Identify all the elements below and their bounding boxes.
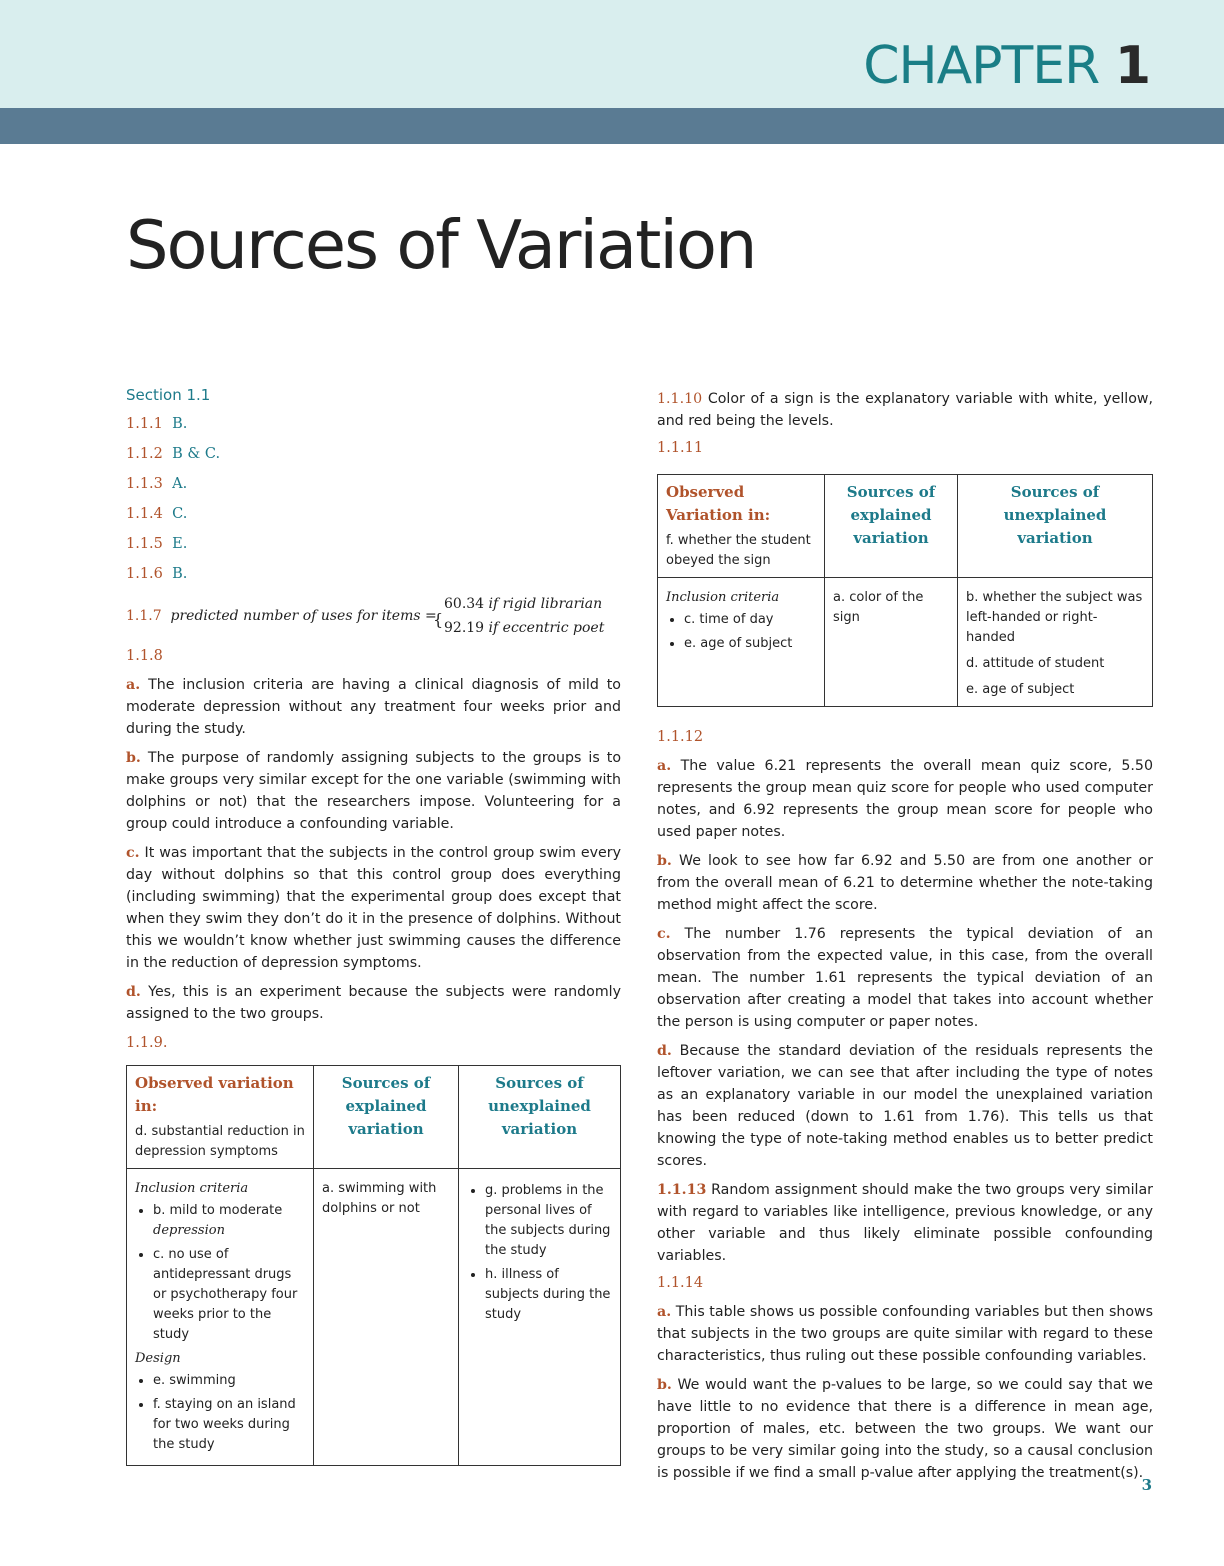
chapter-word: CHAPTER <box>863 36 1100 96</box>
part-text: The purpose of randomly assigning subjects to the groups is to make groups very similar except for the one variable (swimming with dolphins or not) that the researchers impose. Volunteering for a group could introduce a confounding variable. <box>126 750 622 832</box>
part-label: b. <box>657 853 672 869</box>
answer-1-1-8-b <box>126 747 621 835</box>
part-label: c. <box>126 845 140 861</box>
answer-text: A. <box>172 476 188 492</box>
inclusion-label: Inclusion criteria <box>135 1181 249 1196</box>
answer-1-1-8-c <box>126 842 621 974</box>
left-column <box>126 386 621 1466</box>
part-label: b. <box>126 750 141 766</box>
part-label: c. <box>657 926 671 942</box>
list-item: • e. age of subject <box>684 634 816 654</box>
page-number: 3 <box>1141 1476 1152 1494</box>
design-label: Design <box>135 1351 181 1366</box>
part-text: We would want the p-values to be large, so we could say that we have little to no evidence that there is a difference in mean age, proportion of males, etc. between the two groups. We want our groups to be very similar going into the study, so a causal conclusion is possible if we find a small p-value after applying the treatment(s). <box>657 1377 1153 1481</box>
equation-num: 1.1.7 <box>126 608 162 624</box>
table-header-unexplained <box>958 475 1153 578</box>
brace-symbol: { <box>433 610 444 629</box>
unexplained-item: d. attitude of student <box>966 656 1105 671</box>
design-list <box>135 1371 305 1455</box>
part-label: a. <box>657 758 672 774</box>
answer-1-1-4 <box>126 506 621 525</box>
observed-item: f. whether the student obeyed the sign <box>666 533 811 568</box>
table-cell-observed <box>658 578 825 707</box>
part-text: Yes, this is an experiment because the subjects were randomly assigned to the two groups. <box>126 984 621 1022</box>
answer-1-1-5 <box>126 536 621 555</box>
part-label: b. <box>657 1377 672 1393</box>
answer-1-1-8-d <box>126 981 621 1025</box>
answer-num: 1.1.4 <box>126 506 163 522</box>
equation-case-1 <box>444 596 602 612</box>
answer-1-1-3 <box>126 476 621 495</box>
section-heading: Section 1.1 <box>126 386 211 404</box>
chapter-heading <box>863 36 1150 96</box>
case-value: 60.34 <box>444 596 485 612</box>
case-value: 92.19 <box>444 620 485 636</box>
answer-num: 1.1.3 <box>126 476 163 492</box>
answer-1-1-13 <box>657 1179 1153 1267</box>
answer-text: B & C. <box>172 446 221 462</box>
header-observed-label: Observed Variation in: <box>666 483 771 524</box>
part-text: We look to see how far 6.92 and 5.50 are from one another or from the overall mean of 6.21 to determine whether the note-taking method might affect the score. <box>657 853 1154 913</box>
observed-item: d. substantial reduction in depression symptoms <box>135 1124 305 1159</box>
part-text: The value 6.21 represents the overall mean quiz score, 5.50 represents the group mean quiz score for people who used computer notes, and 6.92 represents the group mean score for people who used paper notes. <box>657 758 1153 840</box>
answer-1-1-2 <box>126 446 621 465</box>
table-body-row <box>127 1169 621 1466</box>
question-num: 1.1.10 <box>657 391 703 407</box>
list-item-text: b. mild to moderate <box>153 1203 283 1218</box>
part-label: a. <box>657 1304 672 1320</box>
answer-1-1-8-a <box>126 674 621 740</box>
answer-1-1-14-a <box>657 1301 1153 1367</box>
answer-1-1-12-c <box>657 923 1153 1033</box>
answer-text: Color of a sign is the explanatory variable with white, yellow, and red being the levels. <box>657 391 1153 429</box>
case-condition: if rigid librarian <box>488 596 603 612</box>
part-label: d. <box>126 984 141 1000</box>
answer-1-1-10 <box>657 388 1153 432</box>
part-text: It was important that the subjects in the control group swim every day without dolphins so that this control group does everything (including swimming) that the experimental group does except that when they swim they don’t do it in the presence of dolphins. Without this we wouldn’t know whether just swimming causes the difference in the reduction of depression symptoms. <box>126 845 621 971</box>
unexplained-item: e. age of subject <box>966 682 1075 697</box>
table-header-explained <box>314 1066 459 1169</box>
list-item <box>153 1201 305 1241</box>
list-item: • f. staying on an island for two weeks during the study <box>153 1395 305 1455</box>
equation-lhs: predicted number of uses for items = <box>170 608 437 624</box>
question-1-1-9: 1.1.9. <box>126 1035 168 1051</box>
variation-table-1-1-9 <box>126 1065 621 1466</box>
answer-num: 1.1.5 <box>126 536 163 552</box>
table-cell-explained <box>825 578 958 707</box>
list-item: • c. time of day <box>684 610 816 630</box>
answer-num: 1.1.6 <box>126 566 163 582</box>
header-explained-label: Sources of explained variation <box>341 1074 431 1138</box>
case-condition: if eccentric poet <box>488 620 605 636</box>
part-text: The number 1.76 represents the typical deviation of an observation from the expected value, in this case, from the overall mean. The number 1.61 represents the typical deviation of an observation after creating a model that takes into account whether the person is using computer or paper notes. <box>657 926 1153 1030</box>
answer-1-1-12-a <box>657 755 1153 843</box>
explained-item: a. color of the sign <box>833 590 924 625</box>
table-cell-explained <box>314 1169 459 1466</box>
chapter-number: 1 <box>1114 36 1150 96</box>
answer-num: 1.1.2 <box>126 446 163 462</box>
part-text: This table shows us possible confounding variables but then shows that subjects in the two groups are quite similar with regard to these characteristics, thus ruling out these possible confounding variables. <box>657 1304 1154 1364</box>
table-body-row <box>658 578 1153 707</box>
header-stripe <box>0 108 1224 144</box>
answer-1-1-14-b <box>657 1374 1153 1484</box>
answer-1-1-12-b <box>657 850 1153 916</box>
answer-num: 1.1.1 <box>126 416 163 432</box>
unexplained-item: b. whether the subject was left-handed or right-handed <box>966 590 1143 645</box>
table-cell-observed <box>127 1169 314 1466</box>
table-header-row <box>658 475 1153 578</box>
equation-label <box>126 608 437 624</box>
right-column <box>657 388 1153 1491</box>
explained-item: a. swimming with dolphins or not <box>322 1181 437 1216</box>
header-explained-label: Sources of explained variation <box>846 483 936 547</box>
answer-text: Random assignment should make the two groups very similar with regard to variables like intelligence, previous knowledge, or any other variable and thus likely eliminate possible confounding variables. <box>657 1182 1154 1264</box>
list-item: • g. problems in the personal lives of the subjects during the study <box>485 1181 612 1261</box>
list-item: • h. illness of subjects during the study <box>485 1265 612 1325</box>
table-header-observed <box>658 475 825 578</box>
answer-1-1-6 <box>126 566 621 585</box>
list-item-italic: depression <box>153 1223 225 1238</box>
table-cell-unexplained <box>459 1169 621 1466</box>
answer-text: C. <box>172 506 188 522</box>
table-header-explained <box>825 475 958 578</box>
question-1-1-14: 1.1.14 <box>657 1275 704 1291</box>
page-title: Sources of Variation <box>126 206 756 284</box>
question-1-1-12: 1.1.12 <box>657 729 704 745</box>
table-header-unexplained <box>459 1066 621 1169</box>
table-cell-unexplained <box>958 578 1153 707</box>
table-header-row <box>127 1066 621 1169</box>
inclusion-label: Inclusion criteria <box>666 590 780 605</box>
part-label: a. <box>126 677 141 693</box>
inclusion-list <box>135 1201 305 1345</box>
variation-table-1-1-11 <box>657 474 1153 707</box>
inclusion-list <box>666 610 816 654</box>
header-unexplained-label: Sources of unexplained variation <box>1003 483 1107 547</box>
unexplained-list <box>467 1181 612 1325</box>
answer-1-1-1 <box>126 416 621 435</box>
answer-text: B. <box>172 566 188 582</box>
answer-text: B. <box>172 416 188 432</box>
question-1-1-8: 1.1.8 <box>126 648 163 664</box>
list-item: • c. no use of antidepressant drugs or psychotherapy four weeks prior to the study <box>153 1245 305 1345</box>
equation-1-1-7 <box>126 596 621 640</box>
table-header-observed <box>127 1066 314 1169</box>
part-text: The inclusion criteria are having a clinical diagnosis of mild to moderate depression without any treatment four weeks prior and during the study. <box>126 677 621 737</box>
question-1-1-11: 1.1.11 <box>657 440 704 456</box>
header-observed-label: Observed variation in: <box>135 1074 294 1115</box>
answer-text: E. <box>172 536 188 552</box>
header-unexplained-label: Sources of unexplained variation <box>488 1074 591 1138</box>
equation-case-2 <box>444 620 604 636</box>
part-text: Because the standard deviation of the residuals represents the leftover variation, we can see that after including the type of notes as an explanatory variable in our model the unexplained variation has been reduced (down to 1.61 from 1.76). This tells us that knowing the type of note-taking method enables us to better predict scores. <box>657 1043 1153 1169</box>
part-label: d. <box>657 1043 672 1059</box>
question-num: 1.1.13 <box>657 1182 707 1198</box>
answer-1-1-12-d <box>657 1040 1153 1172</box>
list-item: • e. swimming <box>153 1371 305 1391</box>
